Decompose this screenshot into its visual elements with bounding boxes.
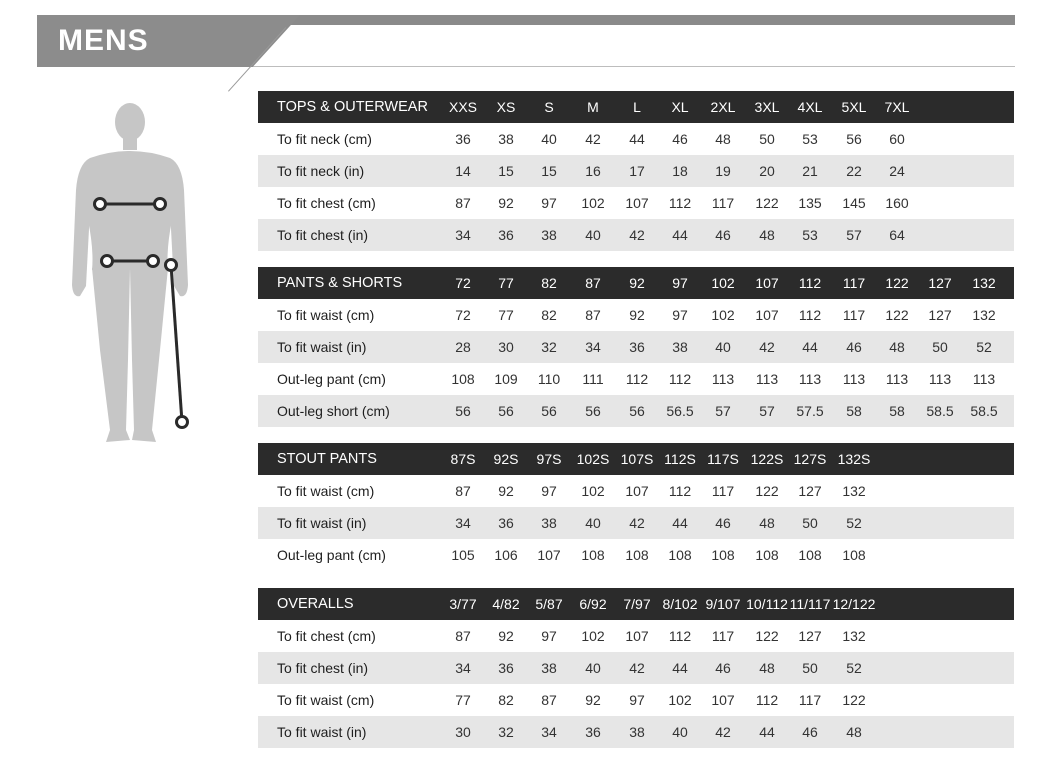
size-header-cell: 7XL (884, 99, 910, 115)
table-row (258, 539, 1014, 571)
table-cell: 57 (759, 403, 775, 419)
table-cell: 122 (885, 307, 909, 323)
size-header-cell: 107 (755, 275, 779, 291)
table-cell: 108 (798, 547, 822, 563)
size-header-cell: M (587, 99, 599, 115)
table-row (258, 331, 1014, 363)
table-cell: 50 (759, 131, 775, 147)
table-cell: 32 (541, 339, 557, 355)
table-row (258, 299, 1014, 331)
table-cell: 122 (755, 195, 779, 211)
table-cell: 19 (715, 163, 731, 179)
table-cell: 160 (885, 195, 909, 211)
table-cell: 42 (629, 660, 645, 676)
table-cell: 132 (842, 483, 866, 499)
table-cell: 52 (976, 339, 992, 355)
size-header-cell: 10/112 (746, 596, 788, 612)
table-cell: 92 (498, 628, 514, 644)
table-cell: 36 (498, 515, 514, 531)
size-header-cell: 4XL (797, 99, 823, 115)
row-label: To fit neck (cm) (277, 131, 372, 147)
table-cell: 40 (715, 339, 731, 355)
table-cell: 48 (759, 227, 775, 243)
table-cell: 30 (498, 339, 514, 355)
table-cell: 24 (889, 163, 905, 179)
table-cell: 97 (541, 628, 557, 644)
table-cell: 34 (455, 227, 471, 243)
table-cell: 77 (498, 307, 514, 323)
table-cell: 42 (715, 724, 731, 740)
table-cell: 102 (581, 483, 605, 499)
table-cell: 48 (889, 339, 905, 355)
table-cell: 28 (455, 339, 471, 355)
table-cell: 117 (711, 628, 735, 644)
table-cell: 53 (802, 131, 818, 147)
table-cell: 113 (798, 371, 822, 387)
size-header-cell: 6/92 (579, 596, 607, 612)
size-header-cell: 97 (672, 275, 688, 291)
table-cell: 127 (928, 307, 952, 323)
size-header-cell: 4/82 (492, 596, 520, 612)
table-cell: 40 (585, 515, 601, 531)
table-cell: 77 (455, 692, 471, 708)
size-header-cell: 122S (750, 451, 784, 467)
row-label: Out-leg pant (cm) (277, 547, 386, 563)
size-header-cell: 5/87 (535, 596, 563, 612)
size-header-cell: 3/77 (449, 596, 477, 612)
table-cell: 87 (585, 307, 601, 323)
size-header-cell: 112 (798, 275, 822, 291)
table-cell: 44 (759, 724, 775, 740)
table-cell: 42 (759, 339, 775, 355)
table-section-title: STOUT PANTS (277, 451, 377, 467)
row-label: To fit chest (in) (277, 227, 369, 243)
table-cell: 40 (585, 660, 601, 676)
table-cell: 46 (846, 339, 862, 355)
row-label: To fit chest (in) (277, 660, 369, 676)
size-header-cell: 102S (576, 451, 610, 467)
table-cell: 34 (585, 339, 601, 355)
table-cell: 135 (798, 195, 822, 211)
table-cell: 122 (842, 692, 866, 708)
table-cell: 15 (541, 163, 557, 179)
table-cell: 56 (629, 403, 645, 419)
table-cell: 109 (494, 371, 518, 387)
table-row (258, 620, 1014, 652)
row-label: To fit waist (in) (277, 724, 367, 740)
header-rule (230, 66, 1015, 67)
size-header-cell: 82 (541, 275, 557, 291)
size-header-cell: 127 (928, 275, 952, 291)
table-cell: 36 (498, 227, 514, 243)
table-row (258, 363, 1014, 395)
table-cell: 145 (842, 195, 866, 211)
table-cell: 38 (541, 515, 557, 531)
size-header-cell: 72 (455, 275, 471, 291)
table-cell: 36 (498, 660, 514, 676)
table-cell: 111 (582, 371, 604, 387)
table-cell: 40 (672, 724, 688, 740)
row-label: To fit waist (cm) (277, 307, 375, 323)
size-header-cell: 107S (620, 451, 654, 467)
table-row (258, 475, 1014, 507)
table-cell: 108 (668, 547, 692, 563)
size-header-cell: 7/97 (623, 596, 651, 612)
table-cell: 15 (498, 163, 514, 179)
table-cell: 57.5 (796, 403, 824, 419)
table-cell: 50 (802, 660, 818, 676)
table-cell: 56 (498, 403, 514, 419)
table-cell: 46 (802, 724, 818, 740)
table-row (258, 155, 1014, 187)
table-cell: 44 (672, 227, 688, 243)
size-header-cell: L (633, 99, 641, 115)
table-cell: 107 (625, 628, 649, 644)
table-cell: 108 (842, 547, 866, 563)
table-cell: 44 (672, 660, 688, 676)
table-cell: 40 (541, 131, 557, 147)
table-cell: 108 (711, 547, 735, 563)
size-header-cell: 8/102 (662, 596, 698, 612)
table-cell: 34 (541, 724, 557, 740)
size-header-cell: 11/117 (789, 596, 831, 612)
row-label: To fit waist (in) (277, 515, 367, 531)
table-cell: 92 (498, 483, 514, 499)
table-cell: 102 (711, 307, 735, 323)
table-cell: 56 (846, 131, 862, 147)
table-row (258, 395, 1014, 427)
table-cell: 48 (715, 131, 731, 147)
table-cell: 122 (755, 628, 779, 644)
table-cell: 38 (672, 339, 688, 355)
row-label: To fit waist (cm) (277, 692, 375, 708)
table-cell: 113 (972, 371, 996, 387)
table-cell: 92 (498, 195, 514, 211)
table-cell: 107 (537, 547, 561, 563)
table-cell: 132 (972, 307, 996, 323)
body-measurement-figure-icon (60, 100, 210, 450)
table-cell: 20 (759, 163, 775, 179)
size-header-cell: 92 (629, 275, 645, 291)
overalls-table (258, 588, 1014, 748)
table-cell: 50 (932, 339, 948, 355)
size-header-cell: 117 (842, 275, 866, 291)
table-cell: 117 (711, 195, 735, 211)
size-header-cell: 117S (707, 451, 739, 467)
table-cell: 57 (846, 227, 862, 243)
table-cell: 92 (585, 692, 601, 708)
table-cell: 72 (455, 307, 471, 323)
table-cell: 34 (455, 660, 471, 676)
size-header-cell: 87 (585, 275, 601, 291)
table-cell: 32 (498, 724, 514, 740)
table-cell: 44 (672, 515, 688, 531)
table-cell: 102 (581, 628, 605, 644)
table-cell: 113 (885, 371, 909, 387)
row-label: To fit chest (cm) (277, 628, 376, 644)
table-cell: 107 (755, 307, 779, 323)
tops-outerwear-table (258, 91, 1014, 251)
table-cell: 112 (668, 195, 692, 211)
pants-shorts-table (258, 267, 1014, 427)
table-cell: 113 (711, 371, 735, 387)
table-cell: 46 (715, 515, 731, 531)
table-cell: 53 (802, 227, 818, 243)
table-cell: 127 (798, 483, 822, 499)
table-cell: 64 (889, 227, 905, 243)
table-row (258, 123, 1014, 155)
table-cell: 87 (455, 483, 471, 499)
size-header-cell: XL (671, 99, 689, 115)
table-cell: 87 (455, 628, 471, 644)
table-cell: 108 (625, 547, 649, 563)
table-row (258, 652, 1014, 684)
table-cell: 30 (455, 724, 471, 740)
table-cell: 36 (455, 131, 471, 147)
table-cell: 110 (537, 371, 561, 387)
table-cell: 117 (842, 307, 866, 323)
table-cell: 107 (711, 692, 735, 708)
table-cell: 60 (889, 131, 905, 147)
table-cell: 113 (928, 371, 952, 387)
size-header-cell: 77 (498, 275, 514, 291)
size-header-cell: 97S (536, 451, 562, 467)
stout-pants-table (258, 443, 1014, 571)
size-header-cell: 2XL (710, 99, 736, 115)
table-cell: 56.5 (666, 403, 694, 419)
row-label: To fit waist (cm) (277, 483, 375, 499)
table-cell: 42 (585, 131, 601, 147)
table-header-row (258, 443, 1014, 475)
table-cell: 102 (668, 692, 692, 708)
table-section-title: TOPS & OUTERWEAR (277, 99, 428, 115)
row-label: Out-leg pant (cm) (277, 371, 386, 387)
table-row (258, 684, 1014, 716)
row-label: To fit waist (in) (277, 339, 367, 355)
table-header-row (258, 588, 1014, 620)
table-row (258, 219, 1014, 251)
size-header-cell: 102 (711, 275, 735, 291)
size-header-cell: 12/122 (832, 596, 876, 612)
table-cell: 52 (846, 515, 862, 531)
table-header-row (258, 267, 1014, 299)
size-header-cell: 3XL (754, 99, 780, 115)
size-header-cell: 127S (793, 451, 827, 467)
table-cell: 18 (672, 163, 688, 179)
table-cell: 36 (629, 339, 645, 355)
table-cell: 56 (541, 403, 557, 419)
row-label: Out-leg short (cm) (277, 403, 390, 419)
table-section-title: PANTS & SHORTS (277, 275, 403, 291)
table-cell: 38 (629, 724, 645, 740)
table-cell: 44 (629, 131, 645, 147)
table-cell: 108 (451, 371, 475, 387)
table-cell: 107 (625, 195, 649, 211)
table-cell: 92 (629, 307, 645, 323)
table-cell: 42 (629, 227, 645, 243)
table-cell: 105 (451, 547, 475, 563)
table-cell: 57 (715, 403, 731, 419)
size-header-cell: 5XL (841, 99, 867, 115)
table-cell: 112 (755, 692, 779, 708)
table-cell: 58.5 (970, 403, 998, 419)
table-cell: 40 (585, 227, 601, 243)
table-cell: 127 (798, 628, 822, 644)
table-cell: 14 (455, 163, 471, 179)
table-cell: 112 (798, 307, 822, 323)
table-cell: 97 (541, 195, 557, 211)
header-bar (285, 15, 1015, 25)
table-header-row (258, 91, 1014, 123)
size-header-cell: 87S (450, 451, 476, 467)
table-cell: 58 (889, 403, 905, 419)
size-header-cell: S (544, 99, 554, 115)
table-cell: 82 (541, 307, 557, 323)
size-header-cell: 9/107 (705, 596, 741, 612)
row-label: To fit chest (cm) (277, 195, 376, 211)
table-cell: 112 (625, 371, 649, 387)
table-cell: 42 (629, 515, 645, 531)
table-cell: 38 (541, 660, 557, 676)
table-cell: 82 (498, 692, 514, 708)
table-row (258, 716, 1014, 748)
size-header-cell: 122 (885, 275, 909, 291)
table-cell: 46 (715, 660, 731, 676)
table-cell: 117 (711, 483, 735, 499)
table-cell: 48 (759, 660, 775, 676)
table-cell: 113 (842, 371, 866, 387)
table-cell: 46 (715, 227, 731, 243)
size-header-cell: XXS (448, 99, 477, 115)
table-cell: 106 (494, 547, 518, 563)
table-cell: 102 (581, 195, 605, 211)
table-cell: 97 (541, 483, 557, 499)
table-cell: 108 (581, 547, 605, 563)
table-cell: 16 (585, 163, 601, 179)
table-cell: 22 (846, 163, 862, 179)
table-cell: 56 (585, 403, 601, 419)
page-title: MENS (58, 24, 149, 57)
table-cell: 122 (755, 483, 779, 499)
table-cell: 113 (755, 371, 779, 387)
table-cell: 112 (668, 628, 692, 644)
table-cell: 38 (541, 227, 557, 243)
table-row (258, 507, 1014, 539)
table-cell: 112 (668, 371, 692, 387)
table-cell: 58 (846, 403, 862, 419)
table-cell: 48 (846, 724, 862, 740)
table-cell: 34 (455, 515, 471, 531)
table-cell: 107 (625, 483, 649, 499)
table-cell: 48 (759, 515, 775, 531)
table-cell: 97 (672, 307, 688, 323)
table-cell: 17 (629, 163, 645, 179)
row-label: To fit neck (in) (277, 163, 365, 179)
table-cell: 112 (668, 483, 692, 499)
table-cell: 87 (541, 692, 557, 708)
table-cell: 56 (455, 403, 471, 419)
table-cell: 87 (455, 195, 471, 211)
size-header-cell: 132S (837, 451, 871, 467)
size-header-cell: 92S (493, 451, 519, 467)
size-header-cell: XS (496, 99, 516, 115)
table-cell: 36 (585, 724, 601, 740)
table-cell: 97 (629, 692, 645, 708)
table-cell: 132 (842, 628, 866, 644)
table-cell: 117 (798, 692, 822, 708)
table-cell: 38 (498, 131, 514, 147)
table-row (258, 187, 1014, 219)
size-header-cell: 132 (972, 275, 996, 291)
table-cell: 46 (672, 131, 688, 147)
table-cell: 52 (846, 660, 862, 676)
size-header-cell: 112S (664, 451, 696, 467)
table-cell: 21 (802, 163, 818, 179)
table-cell: 50 (802, 515, 818, 531)
table-cell: 44 (802, 339, 818, 355)
table-cell: 58.5 (926, 403, 954, 419)
table-cell: 108 (755, 547, 779, 563)
table-section-title: OVERALLS (277, 596, 354, 612)
